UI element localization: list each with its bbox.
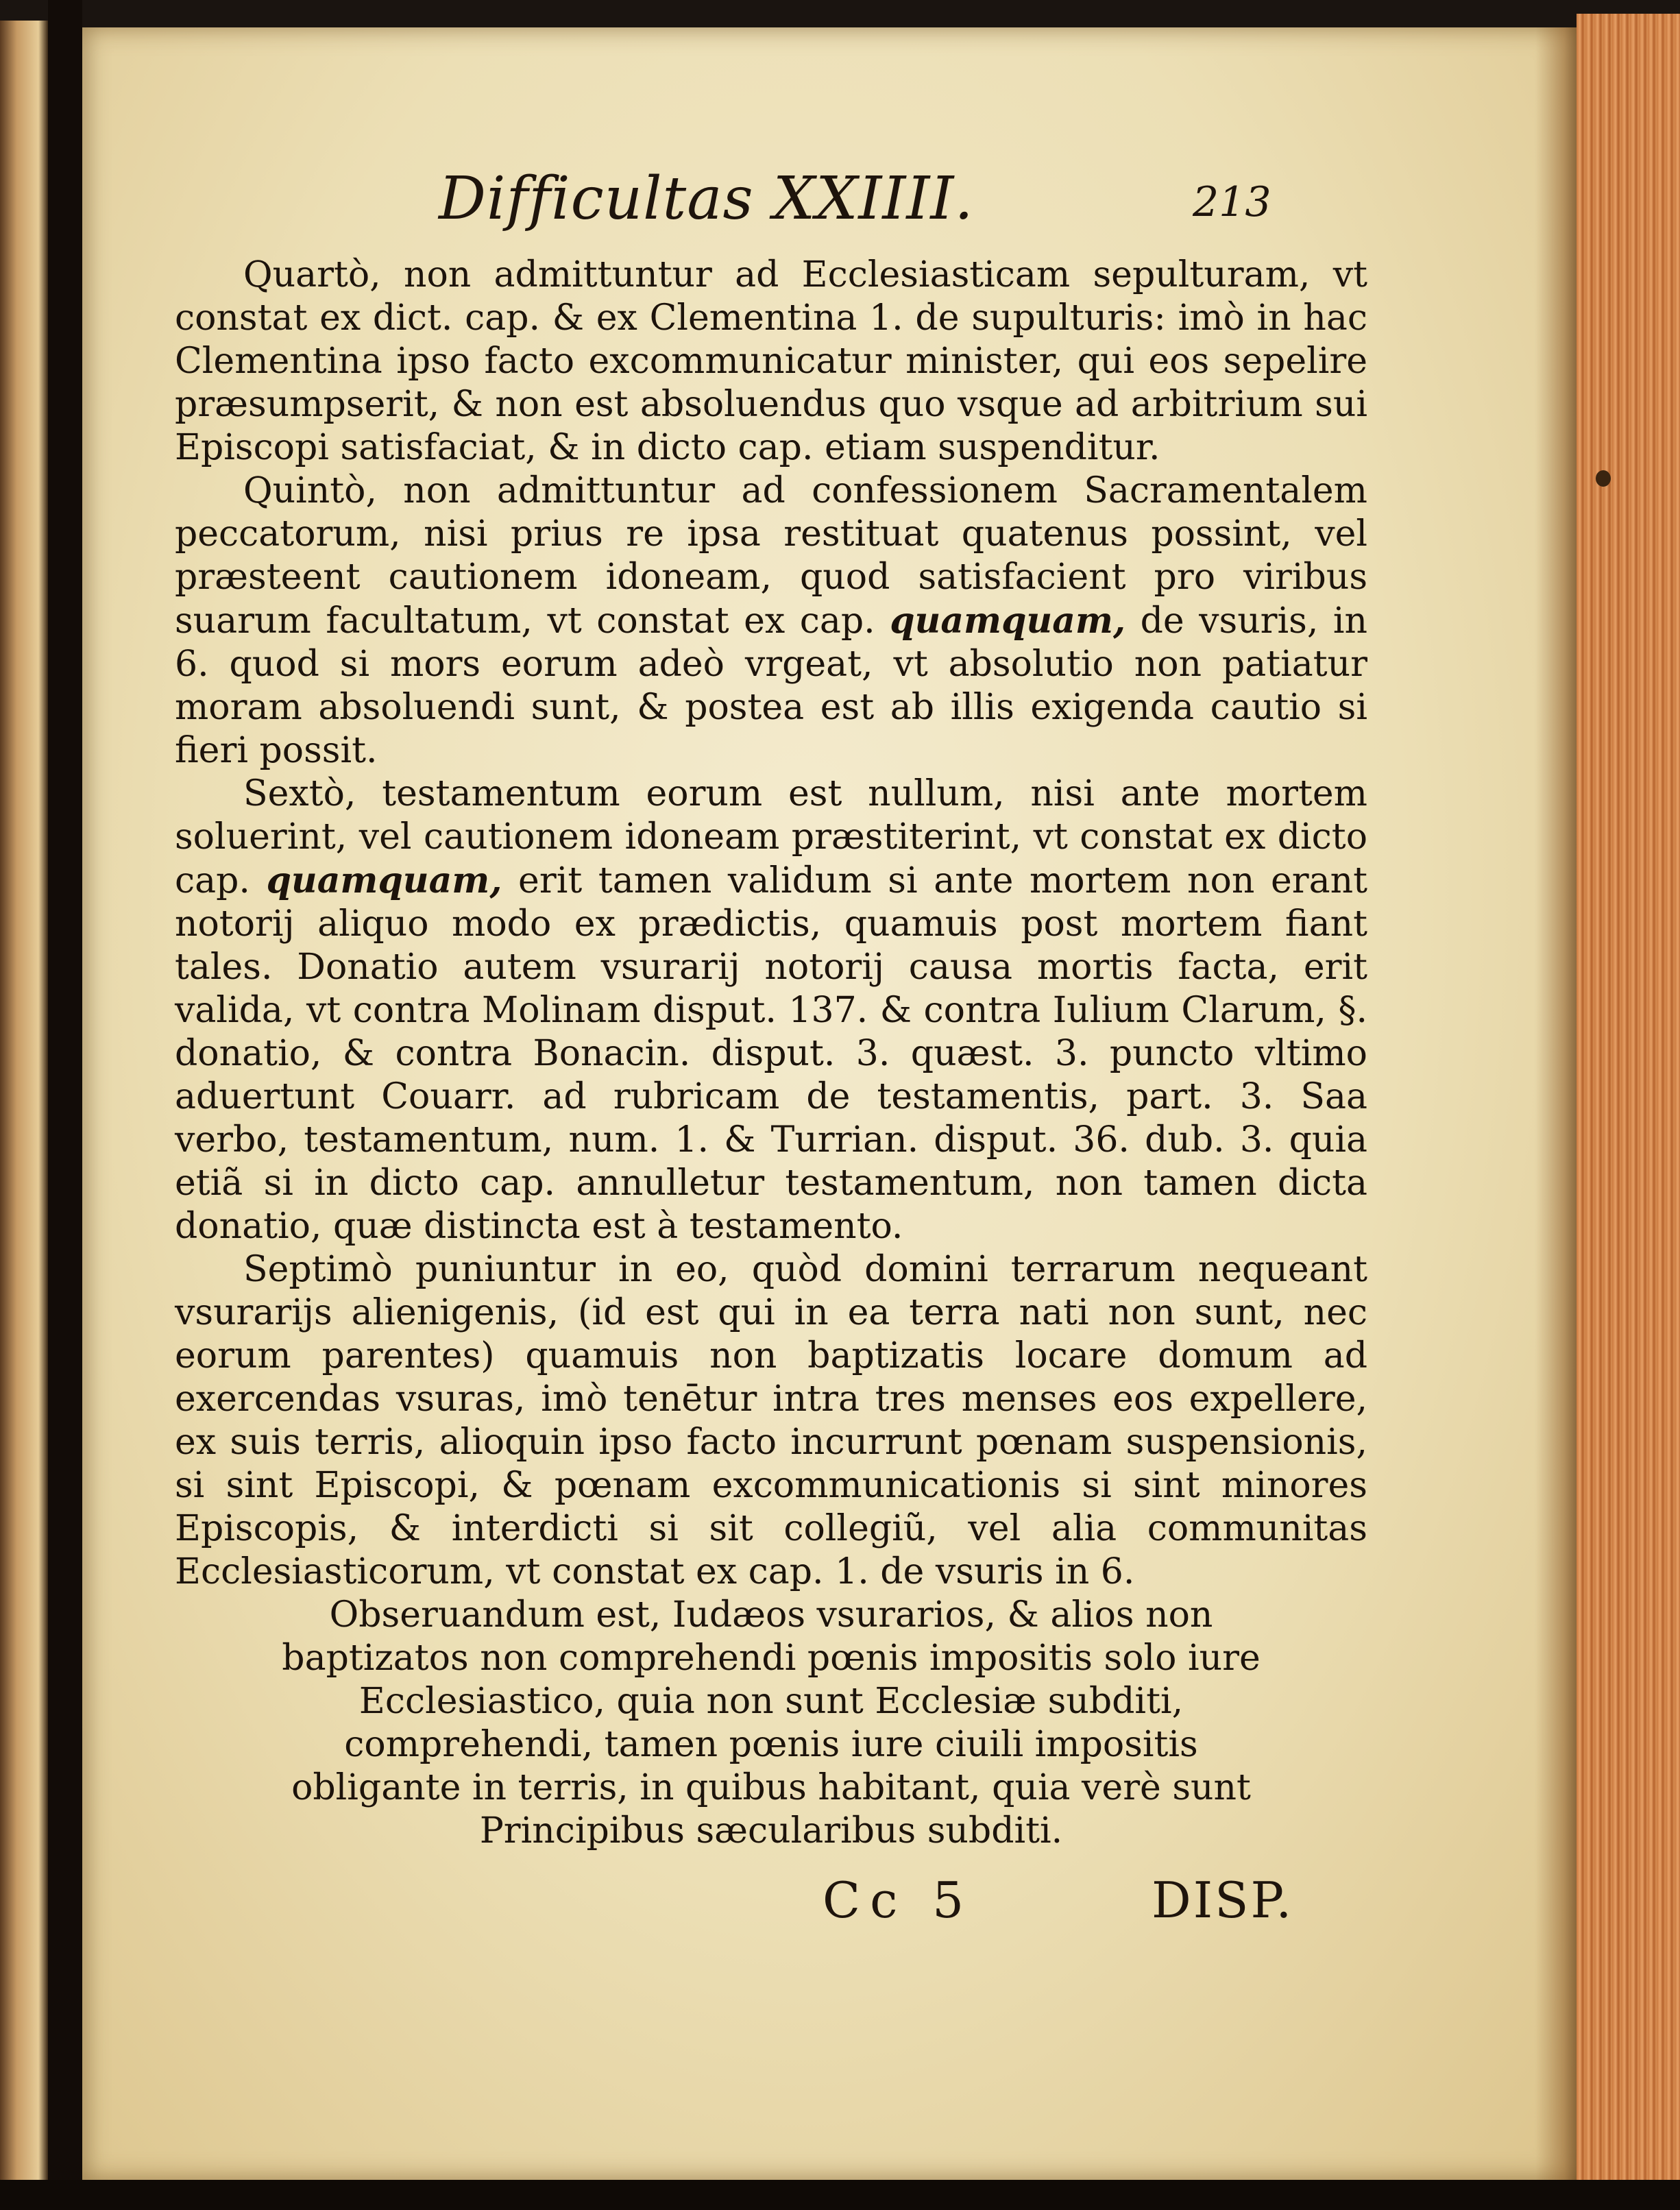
ink-spot (1596, 470, 1611, 487)
italic-citation: quamquam, (890, 600, 1126, 642)
paragraph-text: Quartò, non admittuntur ad Ecclesiasticam sepulturam, vt constat ex dict. cap. & ex Clementina 1. de supulturis: imò in hac Clementina ipso facto excommunicatur minister, qui eos sepelire præsumpserit, & non est absoluendus quo vsque ad arbitrium sui Episcopi satisfaciat, & in dicto cap. etiam suspenditur. (175, 254, 1367, 468)
signature-mark: Cc 5 (823, 1871, 974, 1929)
italic-citation: quamquam, (266, 860, 502, 901)
paragraph-sexto (175, 773, 1367, 1248)
paragraph-observandum (175, 1594, 1367, 1853)
paragraph-text: Quintò, non admittuntur ad confessionem Sacramentalem peccatorum, nisi prius re ipsa restituat quatenus possint, vel præsteent cautionem idoneam, quod satisfacient pro viribus suarum facultatum, vt constat ex cap. (175, 470, 1367, 642)
paragraph-text: Septimò puniuntur in eo, quòd domini terrarum nequeant vsurarijs alienigenis, (id est qui in ea terra nati non sunt, nec eorum parentes) quamuis non baptizatis locare domum ad exercendas vsuras, imò tenētur intra tres menses eos expellere, ex suis terris, alioquin ipso facto incurrunt pœnam suspensionis, si sint Episcopi, & pœnam excommunicationis si sint minores Episcopis, & interdicti si sit collegiũ, vel alia communitas Ecclesiasticorum, vt constat ex cap. 1. de vsuris in 6. (175, 1249, 1367, 1592)
paragraph-text: de vsuris, in 6. quod si mors eorum adeò vrgeat, vt absolutio non patiatur moram absoluendi sunt, & postea est ab illis exigenda cautio si fieri possit. (175, 600, 1368, 771)
paragraph-text: erit tamen validum si ante mortem non erant notorij aliquo modo ex prædictis, quamuis post mortem fiant tales. Donatio autem vsurarij notorij causa mortis facta, erit valida, vt contra Molinam disput. 137. & contra Iulium Clarum, §. donatio, & contra Bonacin. disput. 3. quæst. 3. puncto vltimo aduertunt Couarr. ad rubricam de testamentis, part. 3. Saa verbo, testamentum, num. 1. & Turrian. disput. 36. dub. 3. quia etiã si in dicto cap. annulletur testamentum, non tamen dicta donatio, quæ distincta est à testamento. (175, 860, 1367, 1247)
gilt-page-edges (1576, 14, 1680, 2187)
paragraph-text: Sextò, testamentum eorum est nullum, nisi ante mortem soluerint, vel cautionem idoneam præstiterint, vt constat ex dicto cap. (175, 773, 1367, 901)
running-title: Difficultas XXIIII. (439, 165, 974, 233)
facing-page-edge (0, 21, 48, 2180)
paragraph-septimo (175, 1248, 1367, 1594)
paragraph-text: Obseruandum est, Iudæos vsurarios, & alios non baptizatos non comprehendi pœnis impositis solo iure Ecclesiastico, quia non sunt Ecclesiæ subditi, comprehendi, tamen pœnis iure ciuili impositis obligante in terris, in quibus habitant, quia verè sunt Principibus sæcularibus subditi. (282, 1594, 1261, 1851)
paragraph-quarto (175, 254, 1367, 470)
bottom-shadow (0, 2180, 1680, 2210)
catchword: DISP. (1152, 1871, 1294, 1929)
page-footer (82, 1871, 1576, 1940)
page-number: 213 (1193, 178, 1271, 226)
page-header (82, 165, 1576, 247)
paragraph-quinto (175, 470, 1367, 773)
binding-shadow (48, 0, 82, 2210)
body-text (175, 254, 1367, 1853)
book-page (82, 27, 1576, 2180)
